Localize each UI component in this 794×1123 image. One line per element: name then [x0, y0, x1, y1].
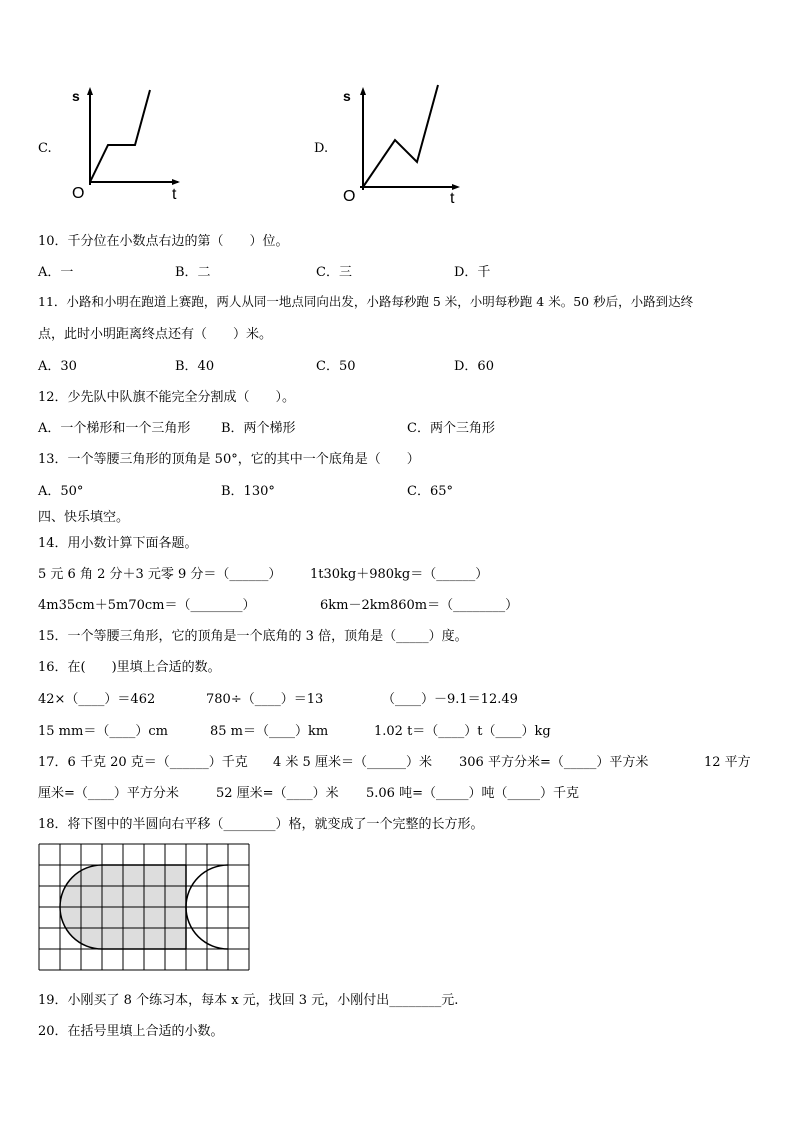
translation-grid-figure [39, 844, 251, 972]
q12-option-a: A．一个梯形和一个三角形 [38, 421, 191, 436]
q15-text: 15．一个等腰三角形，它的顶角是一个底角的 3 倍，顶角是（_____）度。 [38, 629, 468, 644]
q13-option-c: C．65° [407, 484, 453, 499]
q17-item-3: 306 平方分米=（_____）平方米 [459, 755, 649, 770]
q17-item-4: 12 平方 [704, 755, 751, 770]
q11-option-a: A．30 [38, 359, 77, 374]
q14-item-2: 1t30kg＋980kg＝（______） [310, 567, 489, 582]
q17-item-5: 厘米=（____）平方分米 [38, 786, 179, 801]
q14-item-3: 4m35cm＋5m70cm＝（________） [38, 598, 256, 613]
q16-item-5: 85 m＝（____）km [210, 724, 329, 739]
q13-text: 13．一个等腰三角形的顶角是 50°，它的其中一个底角是（ ） [38, 452, 420, 467]
q14-text: 14．用小数计算下面各题。 [38, 536, 198, 551]
q10-option-d: D．千 [454, 265, 491, 280]
q11-option-c: C．50 [316, 359, 356, 374]
q17-item-1: 17．6 千克 20 克＝（______）千克 [38, 755, 248, 770]
q17-item-2: 4 米 5 厘米＝（______）米 [273, 755, 432, 770]
q17-item-7: 5.06 吨=（_____）吨（_____）千克 [366, 786, 579, 801]
grid-lines [39, 844, 249, 970]
graph-c-x-label: t [172, 186, 177, 203]
q20-text: 20．在括号里填上合适的小数。 [38, 1024, 224, 1039]
q16-item-4: 15 mm＝（____）cm [38, 724, 168, 739]
q11-line1: 11．小路和小明在跑道上赛跑，两人从同一地点同向出发，小路每秒跑 5 米，小明每秒跑 4 米。50 秒后，小路到达终 [38, 294, 694, 309]
q13-option-a: A．50° [38, 484, 84, 499]
q11-option-d: D．60 [454, 359, 494, 374]
graph-d-y-arrow [360, 87, 366, 95]
q14-item-1: 5 元 6 角 2 分＋3 元零 9 分＝（______） [38, 567, 282, 582]
q13-option-b: B．130° [221, 484, 275, 499]
graph-d-y-label: s [343, 88, 351, 104]
graph-d-line [363, 85, 438, 187]
q10-option-a: A．一 [38, 265, 74, 280]
q16-item-1: 42×（____）＝462 [38, 692, 156, 707]
q10-option-b: B．二 [175, 265, 211, 280]
q14-item-4: 6km－2km860m＝（________） [320, 598, 519, 613]
q11-option-b: B．40 [175, 359, 215, 374]
q16-item-3: （____）－9.1＝12.49 [382, 692, 518, 707]
q16-item-2: 780÷（____）＝13 [206, 692, 324, 707]
graph-c-x-arrow [172, 179, 180, 185]
graph-d-x-label: t [450, 190, 455, 207]
q18-text: 18．将下图中的半圆向右平移（________）格，就变成了一个完整的长方形。 [38, 817, 484, 832]
option-c-label: C. [38, 141, 52, 156]
q11-line2: 点，此时小明距离终点还有（ ）米。 [38, 327, 273, 342]
q17-item-6: 52 厘米=（____）米 [216, 786, 339, 801]
graph-c-origin: O [72, 185, 85, 202]
graph-c-y-arrow [87, 87, 93, 95]
q10-option-c: C．三 [316, 265, 352, 280]
section-4-heading: 四、快乐填空。 [38, 510, 130, 525]
q12-option-b: B．两个梯形 [221, 421, 296, 436]
q10-text: 10．千分位在小数点右边的第（ ）位。 [38, 234, 289, 249]
q19-text: 19．小刚买了 8 个练习本，每本 x 元，找回 3 元，小刚付出________元. [38, 993, 459, 1008]
graph-c-y-label: s [72, 88, 80, 104]
option-d-label: D. [314, 141, 329, 156]
q12-option-c: C．两个三角形 [407, 421, 495, 436]
q12-text: 12．少先队中队旗不能完全分割成（ ）。 [38, 390, 296, 405]
q16-text: 16．在( )里填上合适的数。 [38, 660, 221, 675]
graph-c-line [90, 90, 150, 182]
graph-d-origin: O [343, 188, 356, 205]
q16-item-6: 1.02 t＝（____）t（____）kg [374, 724, 551, 739]
